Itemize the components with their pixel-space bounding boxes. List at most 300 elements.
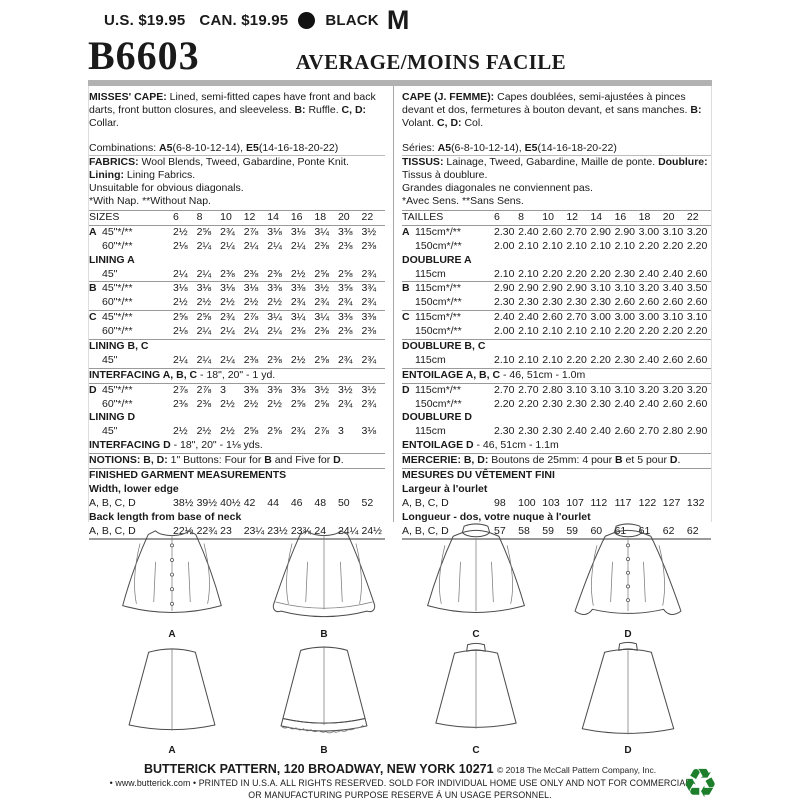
cell-value: 103 (542, 496, 560, 509)
cell-value: 23 (220, 524, 232, 537)
cell-value: 2.30 (614, 267, 635, 280)
row-label: A, B, C, D (89, 524, 136, 537)
table-note: ENTOILAGE D - 46, 51cm - 1.1m (402, 439, 711, 454)
table-row (89, 425, 385, 439)
cell-value: 61 (638, 524, 651, 537)
figure-label: B (320, 745, 328, 756)
cell-value: 3.20 (638, 282, 660, 295)
cell-value: 112 (590, 496, 608, 509)
footer (88, 756, 718, 806)
figure-label: C (472, 629, 480, 640)
row-label: 115cm (415, 267, 446, 280)
cell-value: 3⅜ (267, 282, 282, 295)
cell-value: 2.90 (686, 425, 708, 438)
english-column (89, 86, 393, 537)
cell-value: 3⅛ (361, 425, 377, 438)
cell-value: 2.80 (542, 383, 563, 396)
row-label: A 45"*/** (89, 225, 133, 238)
table-row (89, 354, 385, 369)
size-value: 18 (638, 211, 651, 223)
yardage-table-en (89, 210, 385, 540)
mccalls-m-logo: M (386, 5, 410, 35)
cell-value: 2.20 (686, 239, 708, 252)
size-value: 8 (196, 211, 203, 223)
cell-value: 2.30 (494, 425, 515, 438)
cell-value: 2.20 (662, 239, 684, 252)
cell-value: 2.10 (590, 325, 611, 338)
cell-value: 2.40 (566, 425, 587, 438)
cell-value: 2.30 (590, 296, 611, 309)
cape-front-view-a (96, 518, 248, 640)
cell-value: 2⅜ (361, 325, 377, 338)
cell-value: 2.20 (686, 325, 708, 338)
pattern-number: B6603 (88, 33, 200, 78)
cape-b-front-drawing (254, 518, 394, 623)
cell-value: 2.20 (542, 267, 563, 280)
table-row (89, 311, 385, 325)
color-label: BLACK (325, 11, 379, 29)
row-label: D 45"*/** (89, 383, 133, 396)
size-value: 22 (361, 211, 374, 223)
size-value: 14 (590, 211, 603, 223)
cell-value: 2⅛ (173, 239, 188, 252)
cell-value: 38½ (173, 496, 194, 509)
cell-value: 2¼ (290, 239, 306, 252)
cape-d-back-drawing (558, 641, 698, 739)
cell-value: 2.60 (662, 353, 684, 366)
french-column (393, 86, 711, 537)
cell-value: 2¾ (220, 311, 235, 324)
cape-a-front-drawing (102, 518, 242, 623)
cell-value: 2⅜ (220, 267, 235, 280)
cell-value: 3½ (314, 282, 329, 295)
cell-value: 2.60 (686, 296, 708, 309)
cell-value: 3½ (314, 383, 329, 396)
cell-value: 3½ (337, 383, 353, 396)
cell-value: 2¾ (361, 267, 377, 280)
cell-value: 3.00 (590, 311, 611, 324)
cell-value: 3¾ (361, 282, 377, 295)
table-row (402, 240, 711, 254)
cell-value: 24¼ (337, 524, 359, 537)
cell-value: 2.40 (518, 225, 539, 238)
figure-label: D (624, 629, 632, 640)
figure-label: C (472, 745, 480, 756)
table-section-label: MESURES DU VÊTEMENT FINI (402, 469, 555, 482)
cell-value: 2⅜ (173, 397, 188, 410)
back-views-row (96, 646, 704, 756)
cell-value: 122 (638, 496, 657, 509)
cell-value: 2.10 (566, 325, 587, 338)
table-note: INTERFACING D - 18", 20" - 1⅛ yds. (89, 439, 385, 454)
cell-value: 3⅛ (243, 282, 259, 295)
cell-value: 2¾ (361, 296, 377, 309)
cell-value: 2.40 (494, 311, 515, 324)
cell-value: 2½ (220, 397, 235, 410)
cape-front-view-d (552, 518, 704, 640)
cell-value: 2.10 (542, 239, 563, 252)
table-note: MERCERIE: B, D: Boutons de 25mm: 4 pour B et 5 pour D. (402, 454, 711, 469)
cell-value: 2.30 (542, 397, 563, 410)
cell-value: 3⅜ (243, 383, 259, 396)
cell-value: 2¼ (220, 239, 235, 252)
cell-value: 50 (337, 496, 350, 509)
row-label: B 45"*/** (89, 282, 133, 295)
row-label: B 115cm*/** (402, 282, 461, 295)
cell-value: 2¼ (173, 353, 188, 366)
size-value: 10 (220, 211, 232, 223)
cell-value: 2⅝ (196, 225, 212, 238)
cell-value: 2⅝ (173, 311, 188, 324)
cell-value: 2.10 (614, 239, 635, 252)
cell-value: 3⅜ (267, 383, 282, 396)
cell-value: 44 (267, 496, 279, 509)
nap-note-fr: *Avec Sens. **Sans Sens. (402, 195, 524, 207)
cell-value: 2.70 (566, 225, 587, 238)
table-row (89, 497, 385, 511)
row-label: 150cm*/** (415, 397, 462, 410)
cell-value: 3.20 (686, 225, 708, 238)
row-label: A, B, C, D (89, 496, 136, 509)
cell-value: 2½ (243, 296, 259, 309)
cell-value: 2.60 (542, 311, 563, 324)
cell-value: 2½ (290, 267, 306, 280)
cell-value: 2.30 (614, 353, 635, 366)
cell-value: 59 (542, 524, 554, 537)
cell-value: 2⅛ (173, 325, 188, 338)
cell-value: 2⅝ (314, 397, 329, 410)
size-value: 14 (267, 211, 279, 223)
cell-value: 3.20 (686, 383, 708, 396)
size-value: 8 (518, 211, 524, 223)
row-label: 60"*/** (102, 239, 133, 252)
cell-value: 42 (243, 496, 256, 509)
cell-value: 3⅛ (196, 282, 212, 295)
table-section-label: LINING A (89, 253, 135, 266)
cell-value: 2¾ (290, 296, 306, 309)
cell-value: 2⅜ (267, 353, 282, 366)
table-section-label: DOUBLURE D (402, 411, 473, 424)
cell-value: 2¾ (361, 397, 377, 410)
cell-value: 3¼ (314, 225, 329, 238)
cape-back-view-d (552, 641, 704, 756)
difficulty-label: AVERAGE/MOINS FACILE (295, 50, 567, 74)
cell-value: 2¾ (337, 397, 353, 410)
cell-value: 39½ (196, 496, 217, 509)
table-row (89, 268, 385, 283)
cell-value: 3.10 (614, 383, 635, 396)
cell-value: 2.90 (518, 282, 539, 295)
cell-value: 107 (566, 496, 584, 509)
cell-value: 3.00 (638, 311, 660, 324)
front-views-row (96, 522, 704, 640)
size-value: 16 (290, 211, 303, 223)
cell-value: 2.20 (566, 353, 587, 366)
table-section-label: DOUBLURE A (402, 253, 472, 266)
cell-value: 2¾ (290, 425, 306, 438)
cell-value: 3½ (361, 225, 377, 238)
cell-value: 2.90 (590, 225, 611, 238)
cell-value: 24 (314, 524, 327, 537)
table-note: ENTOILAGE A, B, C - 46, 51cm - 1.0m (402, 369, 711, 384)
cell-value: 2¾ (337, 296, 353, 309)
table-row (402, 311, 711, 325)
row-label: 150cm*/** (415, 325, 462, 338)
table-row (89, 398, 385, 412)
cell-value: 23¼ (243, 524, 265, 537)
cell-value: 40½ (220, 496, 241, 509)
cell-value: 2.10 (494, 267, 515, 280)
cell-value: 62 (686, 524, 699, 537)
cell-value: 23½ (267, 524, 288, 537)
cell-value: 2¼ (196, 353, 212, 366)
cell-value: 2¼ (173, 267, 188, 280)
cell-value: 2⅜ (267, 267, 282, 280)
cell-value: 22¾ (196, 524, 217, 537)
cell-value: 3½ (361, 383, 377, 396)
cell-value: 2⅜ (337, 325, 353, 338)
cell-value: 2.90 (494, 282, 515, 295)
table-header-row (89, 210, 385, 226)
cell-value: 2.40 (638, 397, 660, 410)
row-label: A, B, C, D (402, 496, 449, 509)
row-label: 45" (102, 353, 118, 366)
cell-value: 2.40 (518, 311, 539, 324)
size-value: 6 (494, 211, 500, 223)
cell-value: 2.00 (494, 239, 515, 252)
cell-value: 2.30 (590, 397, 611, 410)
cell-value: 2½ (173, 425, 188, 438)
table-header-row (402, 210, 711, 226)
cell-value: 2.30 (494, 225, 515, 238)
cell-value: 2.20 (494, 397, 515, 410)
cape-front-view-b (248, 518, 400, 640)
cell-value: 2½ (243, 397, 259, 410)
description-en: MISSES' CAPE: Lined, semi-fitted capes have front and back darts, front button closures, and sleeveless. B: Ruffle. C, D: Collar. (89, 91, 376, 129)
cell-value: 61 (614, 524, 627, 537)
diagonals-note-fr: Grandes diagonales ne conviennent pas. (402, 182, 593, 194)
table-row (402, 497, 711, 511)
size-value: 16 (614, 211, 627, 223)
table-header-label: TAILLES (402, 211, 444, 223)
cell-value: 2¼ (196, 267, 212, 280)
size-value: 12 (566, 211, 579, 223)
cell-value: 3⅝ (337, 282, 353, 295)
cell-value: 2¾ (220, 225, 235, 238)
cell-value: 2.60 (614, 296, 635, 309)
cell-value: 2⅝ (337, 267, 353, 280)
size-value: 20 (337, 211, 350, 223)
table-header-label: SIZES (89, 211, 120, 223)
cell-value: 3⅜ (337, 225, 353, 238)
cell-value: 2.60 (686, 267, 708, 280)
table-row (89, 296, 385, 311)
cell-value: 2.10 (518, 325, 539, 338)
row-label: D 115cm*/** (402, 383, 461, 396)
cell-value: 98 (494, 496, 506, 509)
table-row (402, 425, 711, 439)
cell-value: 2½ (173, 225, 188, 238)
cell-value: 2.30 (518, 425, 539, 438)
cell-value: 2⅝ (314, 353, 329, 366)
cell-value: 62 (662, 524, 675, 537)
cell-value: 2¼ (196, 325, 212, 338)
table-row (402, 268, 711, 283)
title-row (88, 32, 712, 79)
figure-label: A (168, 745, 176, 756)
table-row (89, 282, 385, 296)
cell-value: 2.10 (518, 353, 539, 366)
cell-value: 59 (566, 524, 579, 537)
cell-value: 2.20 (566, 267, 587, 280)
price-can: CAN. $19.95 (199, 11, 289, 29)
cell-value: 2⅜ (290, 325, 306, 338)
cell-value: 2.10 (518, 267, 539, 280)
cell-value: 2.90 (542, 282, 563, 295)
diagonals-note-en: Unsuitable for obvious diagonals. (89, 182, 244, 194)
cell-value: 3¼ (290, 311, 306, 324)
size-value: 12 (243, 211, 256, 223)
cell-value: 2.30 (566, 296, 587, 309)
cell-value: 3⅜ (290, 282, 306, 295)
cell-value: 2.60 (662, 397, 684, 410)
cell-value: 2⅝ (290, 397, 306, 410)
cape-c-front-drawing (406, 518, 546, 623)
cell-value: 2.40 (614, 397, 635, 410)
cell-value: 2.70 (518, 383, 539, 396)
cell-value: 2.10 (542, 353, 563, 366)
cell-value: 2¼ (196, 239, 212, 252)
publisher-address (88, 762, 712, 776)
figure-label: D (624, 745, 632, 756)
cell-value: 3.10 (662, 311, 684, 324)
cell-value: 3.10 (686, 311, 708, 324)
cell-value: 2¼ (220, 325, 235, 338)
cell-value: 2½ (267, 296, 282, 309)
row-label: 60"*/** (102, 325, 133, 338)
cell-value: 2.90 (614, 225, 635, 238)
cell-value: 2.10 (566, 239, 587, 252)
table-row (402, 398, 711, 412)
cell-value: 100 (518, 496, 536, 509)
table-section-label: LINING D (89, 411, 136, 424)
table-section-label: LINING B, C (89, 340, 149, 353)
size-value: 20 (662, 211, 675, 223)
cell-value: 22½ (173, 524, 194, 537)
cell-value: 2.20 (614, 325, 635, 338)
cell-value: 2½ (267, 397, 282, 410)
cell-value: 24½ (361, 524, 382, 537)
row-label: C 45"*/** (89, 311, 133, 324)
row-label: 60"*/** (102, 296, 133, 309)
table-row (89, 226, 385, 240)
cell-value: 2.20 (518, 397, 539, 410)
cell-value: 2.30 (542, 425, 563, 438)
cell-value: 2.40 (638, 267, 660, 280)
garment-line-drawings (88, 522, 712, 756)
table-row (89, 325, 385, 340)
cell-value: 2⅝ (314, 267, 329, 280)
cell-value: 2⅞ (243, 311, 259, 324)
cell-value: 2.60 (638, 296, 660, 309)
table-row (402, 282, 711, 296)
cell-value: 3.50 (686, 282, 708, 295)
cell-value: 52 (361, 496, 374, 509)
cell-value: 2.00 (494, 325, 515, 338)
cape-back-view-a (96, 641, 248, 756)
cell-value: 58 (518, 524, 530, 537)
table-row (402, 354, 711, 369)
cell-value: 2.90 (566, 282, 587, 295)
combinations-line-fr: Séries: A5(6-8-10-12-14), E5(14-16-18-20-22) (402, 142, 711, 156)
cell-value: 2¼ (220, 353, 235, 366)
cell-value: 3.10 (590, 282, 611, 295)
cell-value: 3⅛ (220, 282, 235, 295)
cell-value: 2¾ (361, 353, 377, 366)
table-row (402, 226, 711, 240)
cell-value: 2½ (173, 296, 188, 309)
table-row (402, 296, 711, 311)
cell-value: 2.20 (590, 353, 611, 366)
rights-line: • www.butterick.com • PRINTED IN U.S.A. ALL RIGHTS RESERVED. SOLD FOR INDIVIDUAL HOME USE ONLY AND NOT FOR COMMERCIAL (109, 778, 691, 788)
color-dot-icon (298, 12, 315, 29)
cell-value: 3⅜ (337, 311, 353, 324)
cell-value: 3¼ (314, 311, 329, 324)
cell-value: 2¾ (314, 296, 329, 309)
cell-value: 3⅜ (361, 311, 377, 324)
cell-value: 2.60 (614, 425, 635, 438)
cell-value: 2⅞ (243, 225, 259, 238)
cell-value: 23¾ (290, 524, 312, 537)
cell-value: 2¼ (243, 239, 259, 252)
cell-value: 2.20 (638, 325, 660, 338)
cell-value: 2.40 (662, 267, 684, 280)
table-section-label: DOUBLURE B, C (402, 340, 486, 353)
cell-value: 3.10 (566, 383, 587, 396)
size-value: 10 (542, 211, 554, 223)
cell-value: 2.40 (638, 353, 660, 366)
cell-value: 3 (220, 383, 226, 396)
price-row (88, 0, 712, 35)
cell-value: 2½ (290, 353, 306, 366)
cape-back-view-c (400, 641, 552, 756)
cell-value: 3.20 (662, 383, 684, 396)
row-label: 150cm*/** (415, 296, 462, 309)
cell-value: 2.30 (494, 296, 515, 309)
cape-b-back-drawing (254, 641, 394, 739)
table-section-label: Largeur à l'ourlet (402, 482, 488, 495)
cell-value: 2.70 (638, 425, 660, 438)
cell-value: 2.60 (662, 296, 684, 309)
cell-value: 2⅝ (196, 311, 212, 324)
cell-value: 46 (290, 496, 303, 509)
price-us: U.S. $19.95 (104, 11, 186, 29)
cell-value: 2⅜ (314, 239, 329, 252)
cell-value: 3⅛ (290, 225, 306, 238)
table-note: NOTIONS: B, D: 1" Buttons: Four for B and Five for D. (89, 454, 385, 469)
table-section-label: Width, lower edge (89, 482, 179, 495)
cell-value: 2½ (196, 296, 212, 309)
cell-value: 2.70 (494, 383, 515, 396)
row-label: C 115cm*/** (402, 311, 461, 324)
cell-value: 57 (494, 524, 506, 537)
cell-value: 2½ (220, 425, 235, 438)
cell-value: 2½ (220, 296, 235, 309)
table-row (402, 325, 711, 340)
copyright-line: © 2018 The McCall Pattern Company, Inc. (497, 765, 657, 775)
cell-value: 2.10 (590, 239, 611, 252)
cell-value: 60 (590, 524, 603, 537)
